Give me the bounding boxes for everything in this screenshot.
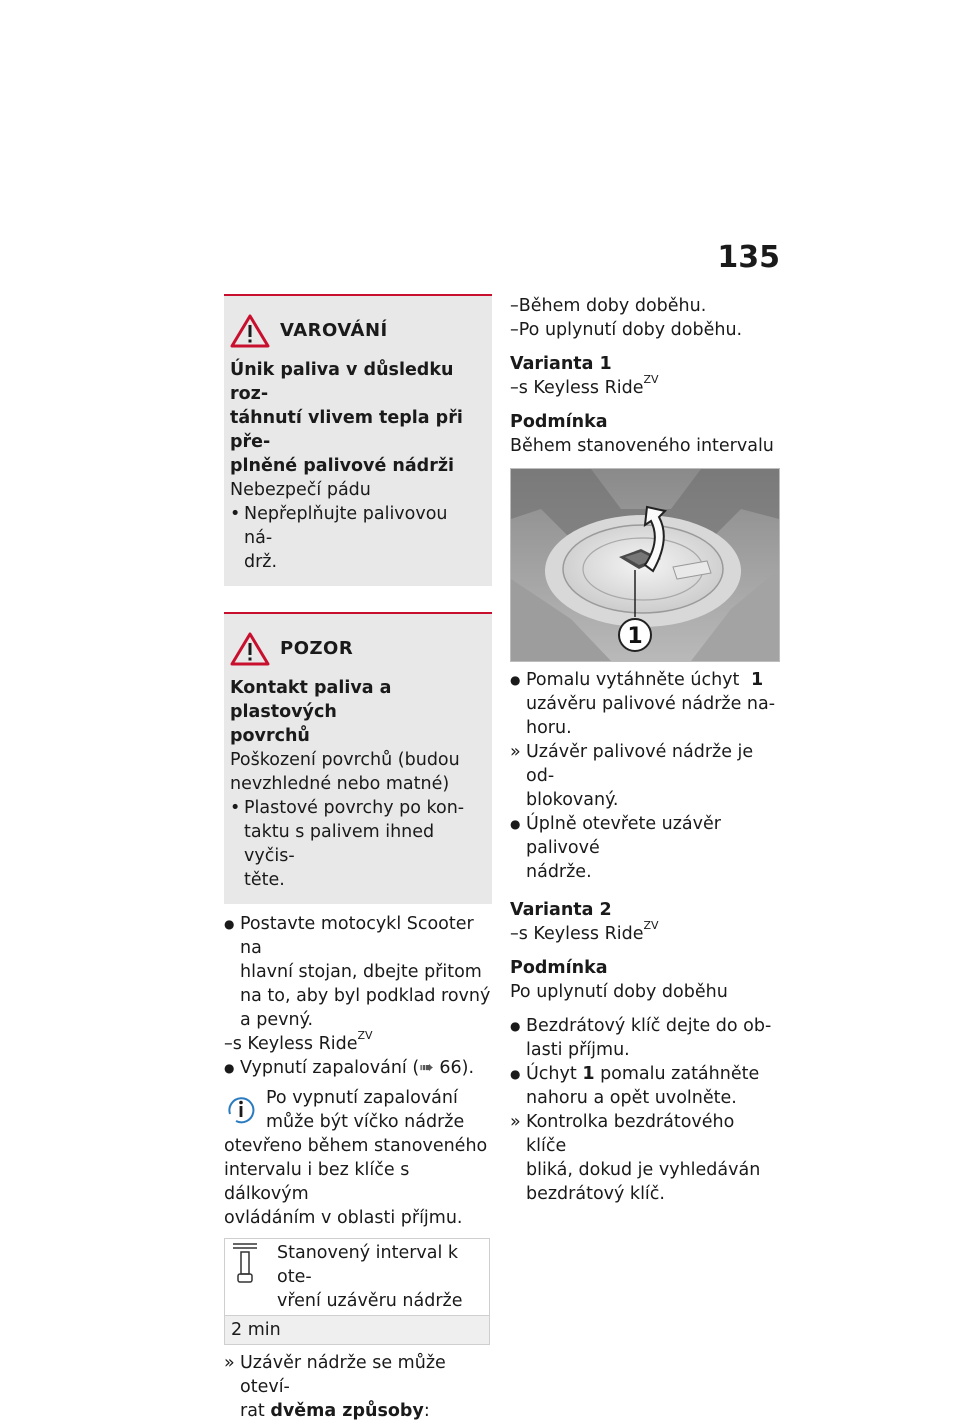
v1-step-pull-handle: ● Pomalu vytáhněte úchyt 1 uzávěru palivové nádrže na- horu. xyxy=(510,670,776,738)
step-main-stand: ● Postavte motocykl Scooter na hlavní stojan, dbejte přitom na to, aby byl podklad rovný a pevný. xyxy=(224,914,491,1030)
warning-consequence: Nebezpečí pádu xyxy=(230,480,371,500)
v1-result-unlocked: » Uzávěr palivové nádrže je od- blokovaný. xyxy=(510,742,754,810)
condition-2-text: Po uplynutí doby doběhu xyxy=(510,982,728,1002)
condition-1-label: Podmínka xyxy=(510,412,608,432)
variant-2-keyless: –s Keyless Ride$^{ZV}$ xyxy=(510,919,659,944)
left-column xyxy=(224,294,492,1423)
warning-title: VAROVÁNÍ xyxy=(280,320,388,341)
caution-action: • Plastové povrchy po kon- taktu s palivem ihned vyčis- těte. xyxy=(230,798,465,890)
method-during-runtime: –Během doby doběhu. xyxy=(510,296,707,316)
result-open-methods: » Uzávěr nádrže se může oteví- rat dvěma způsoby: xyxy=(224,1353,446,1421)
condition-2-label: Podmínka xyxy=(510,958,608,978)
page-number: 135 xyxy=(717,240,780,275)
info-note: Po vypnutí zapalování může být víčko nádrže otevřeno během stanoveného intervalu i bez klíče s dálkovým ovládáním v oblasti příjmu. xyxy=(224,1088,488,1228)
variant-2-heading: Varianta 2 xyxy=(510,900,612,920)
v1-step-open-cap: ● Úplně otevřete uzávěr palivové nádrže. xyxy=(510,814,721,882)
spec-table xyxy=(224,1238,490,1345)
wrench-gauge-icon xyxy=(231,1241,259,1285)
info-icon xyxy=(226,1094,256,1124)
condition-1-text: Během stanoveného intervalu xyxy=(510,436,774,456)
warning-heading: Únik paliva v důsledku roz- táhnutí vlivem tepla při pře- plněné palivové nádrži xyxy=(230,360,463,476)
spec-label: Stanovený interval k ote- vření uzávěru nádrže xyxy=(271,1239,490,1316)
warning-notice xyxy=(224,294,492,586)
caution-triangle-icon xyxy=(230,632,270,666)
variant-1-heading: Varianta 1 xyxy=(510,354,612,374)
step-ignition-off: ● Vypnutí zapalování (➠ 66). xyxy=(224,1058,475,1078)
photo-callout-1: 1 xyxy=(627,624,643,649)
caution-heading: Kontakt paliva a plastových povrchů xyxy=(230,678,392,746)
keyless-condition: –s Keyless Ride$^{ZV}$ xyxy=(224,1029,373,1054)
spec-value: 2 min xyxy=(225,1316,490,1345)
caution-notice xyxy=(224,612,492,904)
warning-triangle-icon xyxy=(230,314,270,348)
spec-icon-cell xyxy=(225,1239,272,1316)
page-reference-arrow-icon: ➠ xyxy=(419,1058,434,1078)
right-column xyxy=(510,294,780,1206)
caution-consequence: Poškození povrchů (budou nevzhledné nebo matné) xyxy=(230,750,460,794)
warning-action: • Nepřeplňujte palivovou ná- drž. xyxy=(230,504,448,572)
v2-result-indicator: » Kontrolka bezdrátového klíče bliká, dokud je vyhledáván bezdrátový klíč. xyxy=(510,1112,761,1204)
v2-step-key-range: ● Bezdrátový klíč dejte do ob- lasti příjmu. xyxy=(510,1016,772,1060)
caution-title: POZOR xyxy=(280,638,354,659)
variant-1-keyless: –s Keyless Ride$^{ZV}$ xyxy=(510,373,659,398)
method-after-runtime: –Po uplynutí doby doběhu. xyxy=(510,320,743,340)
fuel-cap-photo xyxy=(510,468,780,662)
v2-step-pull-release: ● Úchyt 1 pomalu zatáhněte nahoru a opět uvolněte. xyxy=(510,1064,760,1108)
